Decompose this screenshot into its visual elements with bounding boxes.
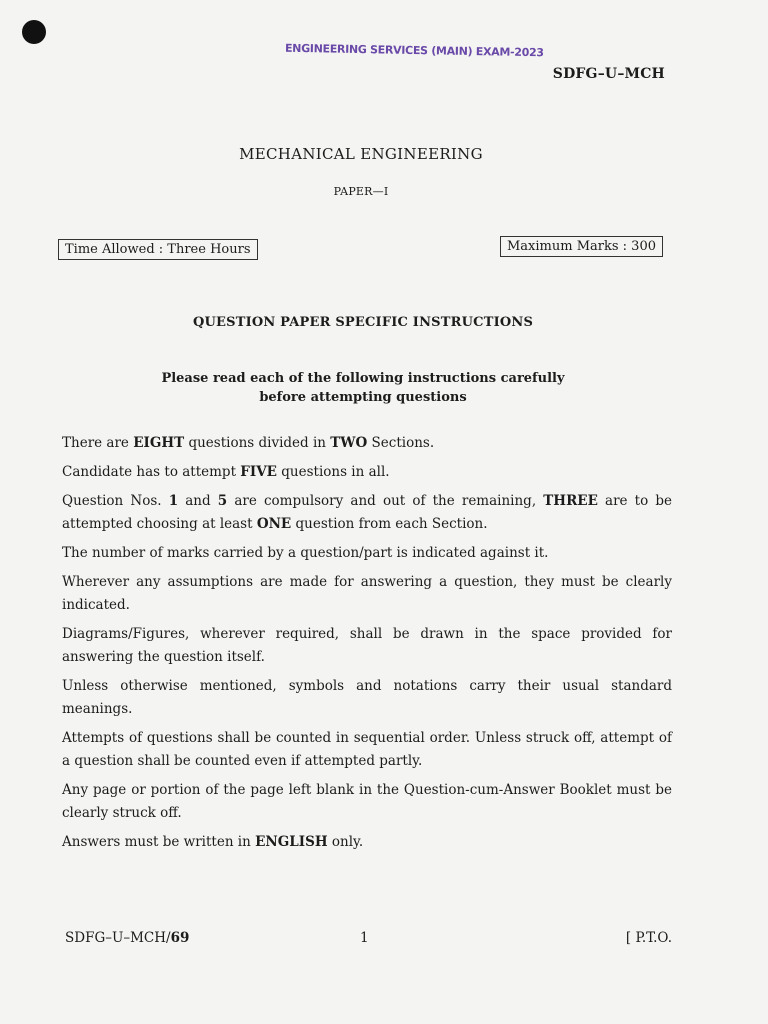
paper-number: PAPER—I	[333, 185, 389, 198]
punch-hole-mark	[22, 20, 46, 44]
instruction-text: and	[178, 493, 218, 509]
instruction-text: only.	[327, 834, 364, 850]
instruction-emphasis: FIVE	[240, 464, 277, 480]
instruction-item	[62, 831, 672, 854]
instruction-emphasis: EIGHT	[133, 435, 185, 451]
instruction-text: Question Nos.	[62, 493, 169, 509]
instruction-item	[62, 461, 672, 484]
instruction-item	[62, 432, 672, 455]
instruction-text: Any page or portion of the page left blank in the Question-cum-Answer Booklet must be clearly struck off.	[62, 782, 672, 821]
instruction-emphasis: 1	[168, 493, 179, 509]
instruction-emphasis: ENGLISH	[255, 834, 328, 850]
instruction-emphasis: ONE	[256, 516, 292, 532]
please-turn-over: [ P.T.O.	[625, 930, 672, 946]
instructions-list	[62, 432, 672, 860]
instructions-heading: QUESTION PAPER SPECIFIC INSTRUCTIONS	[192, 315, 534, 330]
instruction-text: are compulsory and out of the remaining,	[227, 493, 544, 509]
instruction-text: questions in all.	[276, 464, 390, 480]
instruction-item	[62, 779, 672, 825]
instruction-emphasis: TWO	[330, 435, 368, 451]
time-allowed-box: Time Allowed : Three Hours	[58, 239, 258, 260]
instruction-text: question from each Section.	[291, 516, 488, 532]
read-note-line-2: before attempting questions	[259, 390, 467, 405]
instruction-item	[62, 542, 672, 565]
instruction-text: There are	[62, 435, 134, 451]
page-number: 1	[360, 930, 369, 946]
instruction-item	[62, 623, 672, 669]
exam-stamp: ENGINEERING SERVICES (MAIN) EXAM-2023	[284, 41, 544, 60]
instruction-text: Unless otherwise mentioned, symbols and notations carry their usual standard meanings.	[62, 678, 672, 717]
footer-code-text: SDFG–U–MCH/	[65, 930, 171, 946]
read-note-line-1: Please read each of the following instructions carefully	[161, 371, 565, 386]
instruction-emphasis: 5	[217, 493, 228, 509]
instruction-text: Candidate has to attempt	[62, 464, 241, 480]
instruction-item	[62, 571, 672, 617]
paper-code-top: SDFG–U–MCH	[552, 66, 665, 82]
instruction-text: Wherever any assumptions are made for answering a question, they must be clearly indicated.	[62, 574, 672, 613]
footer-paper-code	[65, 930, 189, 946]
maximum-marks-box: Maximum Marks : 300	[500, 236, 663, 257]
instruction-text: Diagrams/Figures, wherever required, shall be drawn in the space provided for answering the question itself.	[62, 626, 672, 665]
subject-title: MECHANICAL ENGINEERING	[239, 145, 483, 163]
instruction-item	[62, 490, 672, 536]
instruction-item	[62, 675, 672, 721]
instruction-emphasis: THREE	[543, 493, 598, 509]
footer-code-number: 69	[170, 930, 190, 946]
read-note	[0, 369, 726, 407]
instruction-text: The number of marks carried by a question/part is indicated against it.	[62, 545, 549, 561]
instruction-text: Sections.	[367, 435, 435, 451]
instruction-text: questions divided in	[184, 435, 331, 451]
instruction-text: Attempts of questions shall be counted in sequential order. Unless struck off, attempt of a question shall be counted even if attempted partly.	[62, 730, 672, 769]
instruction-item	[62, 727, 672, 773]
instruction-text: Answers must be written in	[62, 834, 256, 850]
instruction-text: are to be attempted choosing at least	[62, 493, 672, 532]
